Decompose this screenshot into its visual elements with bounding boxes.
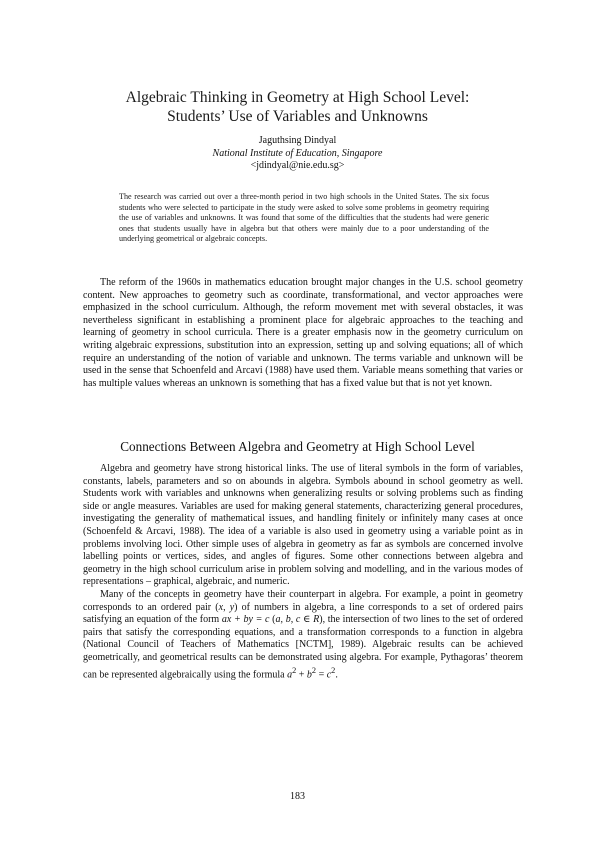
title-line-2: Students’ Use of Variables and Unknowns <box>167 108 428 125</box>
author-email: <jdindyal@nie.edu.sg> <box>250 160 345 171</box>
section-paragraph-1: Algebra and geometry have strong historical links. The use of literal symbols in the form of variables, constants, labels, parameters and so on abounds in algebra. Symbols abound in school geometry as well. Students work with variables and unknowns when generalizing results or solving problems such as finding side or angle measures. Variables are used for making general statements, characterizing general procedures, investigating the generality of mathematical issues, and handling finitely or infinitely many cases at once (Schoenfeld & Arcavi, 1988). The idea of a variable is also used in geometry using a variable point as in problems involving loci. Other simple uses of algebra in geometry as far as symbols are concerned involve labelling points or vertices, sides, and angles of figures. Some other connections between algebra and geometry in the high school curriculum arise in problem solving and modelling, and in the various modes of representations – graphical, algebraic, and numeric. <box>83 463 523 588</box>
title-line-1: Algebraic Thinking in Geometry at High School Level: <box>125 89 470 106</box>
abstract: The research was carried out over a three-month period in two high schools in the United States. The six focus students who were selected to participate in the study were asked to solve some problems in geometry requiring the use of variables and unknowns. It was found that some of the difficulties that the students had were generic ones that students usually have in algebra but that others were mainly due to a poor understanding of the underlying geometrical or algebraic concepts. <box>119 192 489 244</box>
author-block <box>60 135 535 173</box>
line-equation: ax + by = c <box>221 614 270 626</box>
section-heading: Connections Between Algebra and Geometry at High School Level <box>120 439 475 454</box>
section-paragraph-2: Many of the concepts in geometry have their counterpart in algebra. For example, a point in geometry corresponds to an ordered pair (x, y) of numbers in algebra, a line corresponds to a set of ordered pairs satisfying an equation of the form ax + by = c (a, b, c ∈ R), the intersection of two lines to the set of ordered pairs that satisfy the corresponding equations, and a transformation corresponds to a function in algebra (National Council of Teachers of Mathematics [NCTM], 1989). Algebraic results can be achieved geometrically, and geometrical results can be demonstrated using algebra. For example, Pythagoras’ theorem can be represented algebraically using the formula $a^2 + b^2 = c^2$. <box>83 588 524 680</box>
page-number: 183 <box>290 791 305 802</box>
author-affiliation: National Institute of Education, Singapore <box>212 147 383 159</box>
section-body <box>83 463 523 681</box>
paper-title <box>60 88 535 126</box>
intro-paragraph: The reform of the 1960s in mathematics education brought major changes in the U.S. school geometry content. New approaches to geometry such as coordinate, transformational, and vector approaches were emphasized in the school curriculum. Although, the reform movement met with several obstacles, it was nevertheless significant in establishing a prominent place for algebraic approaches to the teaching and learning of geometry in school curricula. There is a greater emphasis now in the geometry curriculum on writing algebraic expressions, substitution into an expression, setting up and solving equations; all of which require an understanding of the notion of variable and unknown. The terms variable and unknown will be used in the sense that Schoenfeld and Arcavi (1988) have used them. Variable means something that varies or has multiple values whereas an unknown is something that has a fixed value but that is not yet known. <box>83 277 523 389</box>
author-name: Jaguthsing Dindyal <box>258 135 337 146</box>
